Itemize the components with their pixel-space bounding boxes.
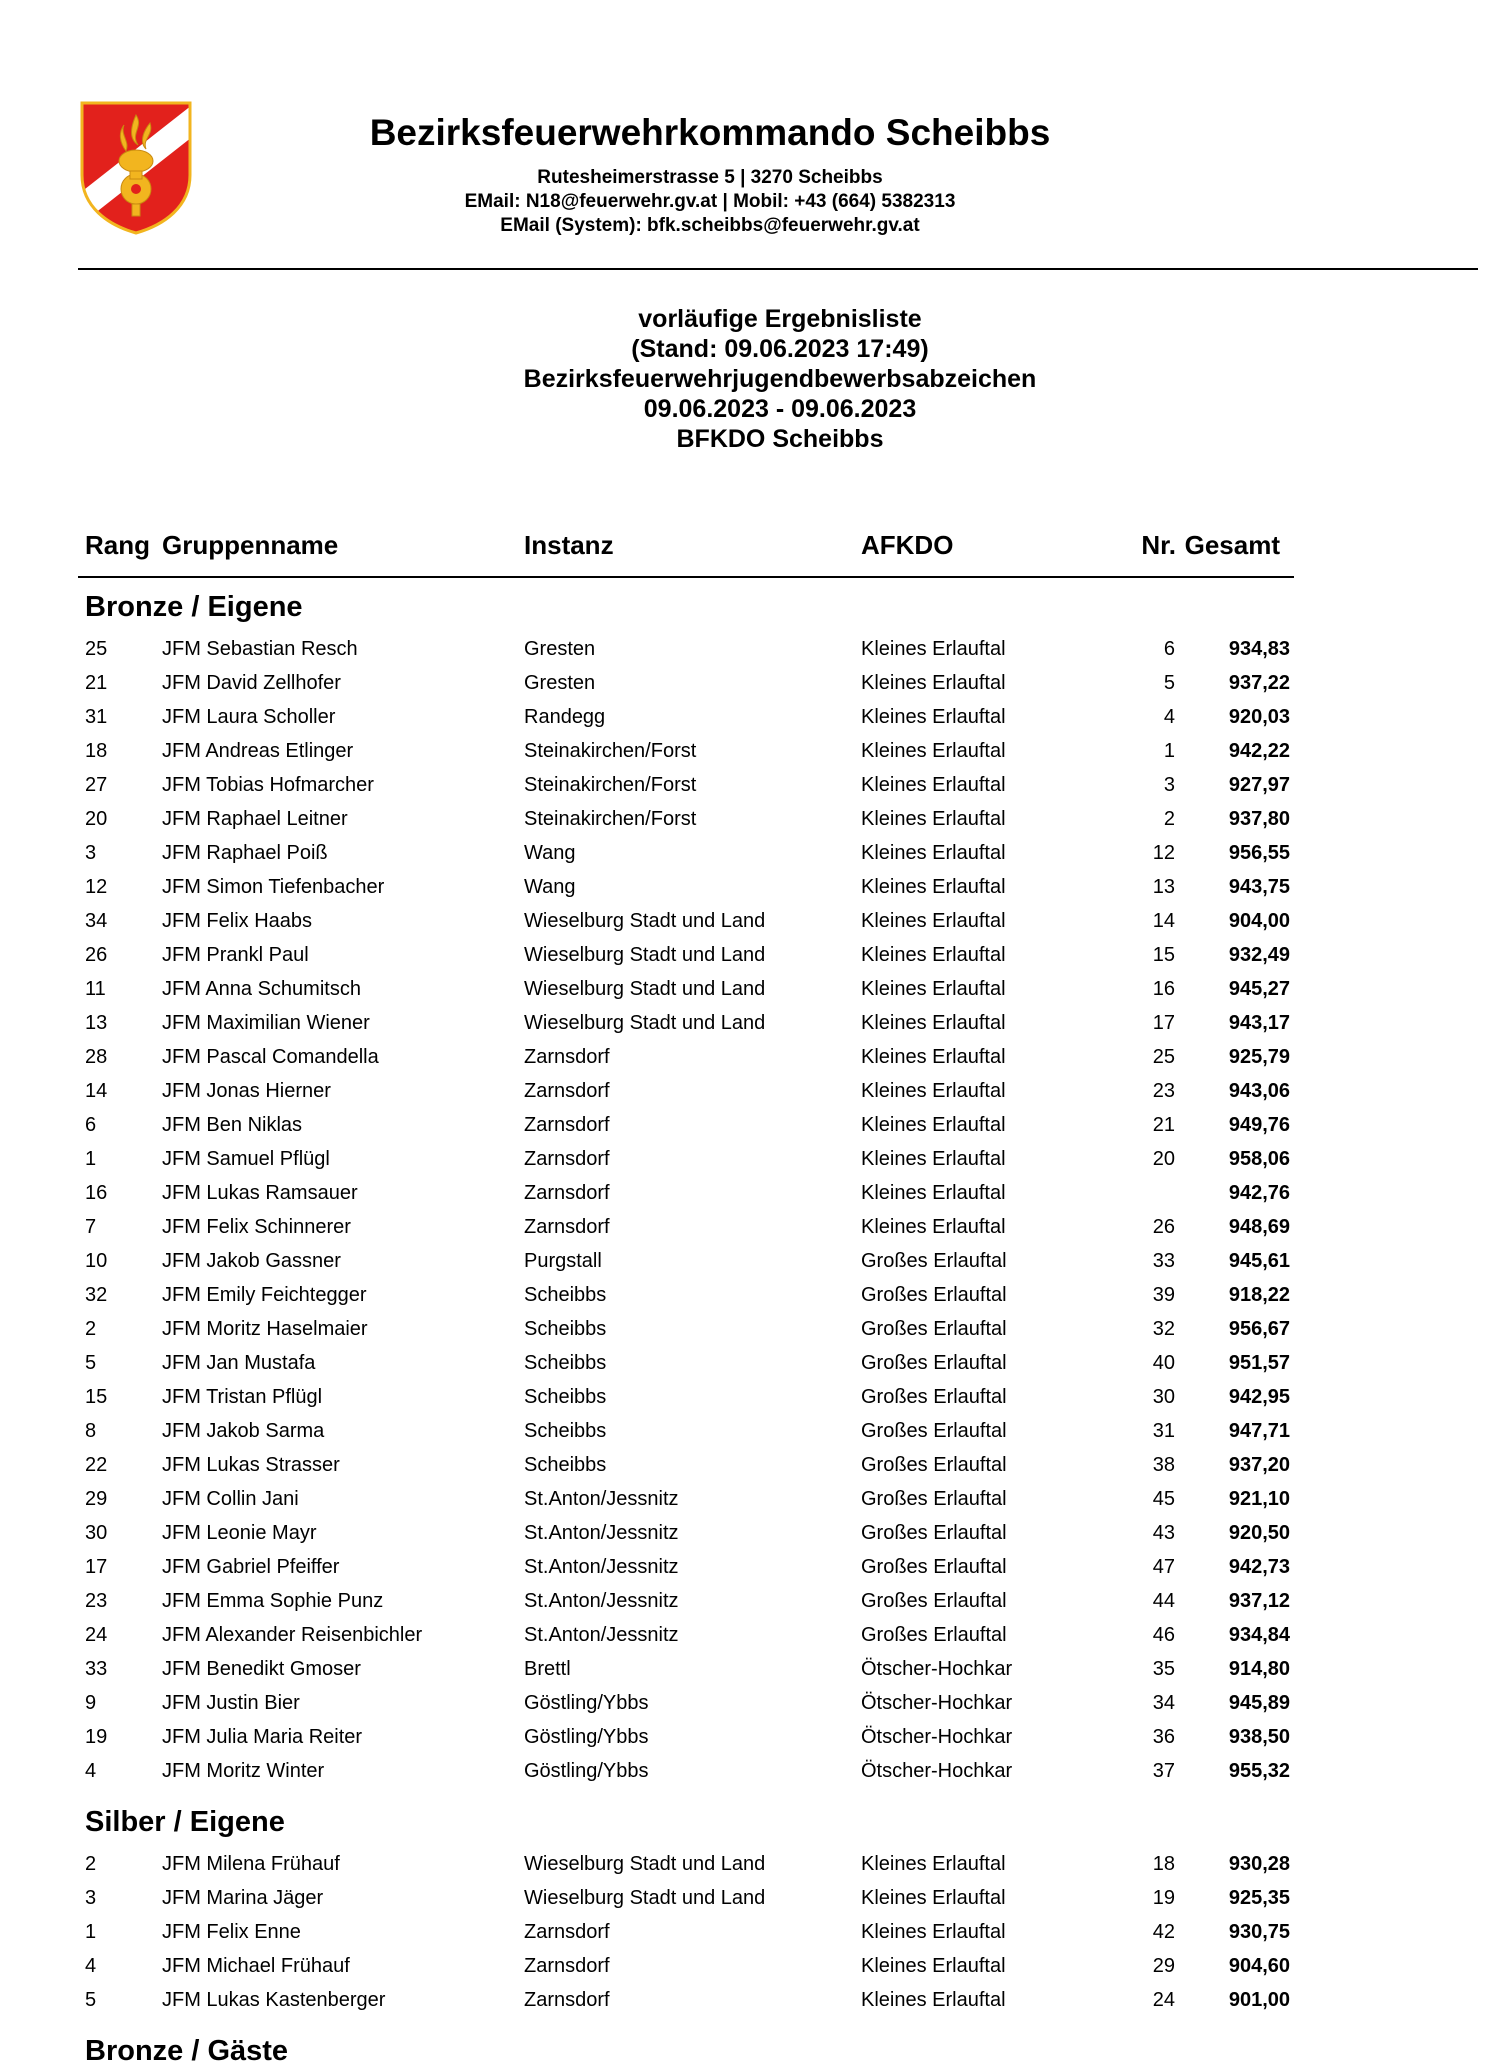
cell-gesamt: 914,80: [1228, 1658, 1290, 1680]
cell-instanz: St.Anton/Jessnitz: [524, 1624, 679, 1646]
cell-rang: 22: [85, 1454, 108, 1476]
cell-gesamt: 942,76: [1228, 1182, 1290, 1204]
cell-rang: 19: [85, 1726, 108, 1748]
cell-rang: 29: [85, 1488, 108, 1510]
cell-rang: 1: [85, 1921, 97, 1943]
cell-rang: 21: [85, 672, 108, 694]
cell-gruppenname: JFM Felix Schinnerer: [162, 1216, 351, 1238]
competition-name: Bezirksfeuerwehrjugendbewerbsabzeichen: [523, 365, 1037, 393]
cell-afkdo: Kleines Erlauftal: [861, 1182, 1006, 1204]
cell-rang: 2: [85, 1853, 97, 1875]
cell-rang: 4: [85, 1760, 97, 1782]
cell-nr: 15: [1152, 944, 1175, 966]
cell-rang: 20: [85, 808, 108, 830]
cell-gesamt: 918,22: [1228, 1284, 1290, 1306]
cell-gruppenname: JFM Andreas Etlinger: [162, 740, 354, 762]
cell-nr: 36: [1152, 1726, 1175, 1748]
cell-gesamt: 945,61: [1228, 1250, 1290, 1272]
cell-instanz: Steinakirchen/Forst: [524, 808, 697, 830]
cell-gruppenname: JFM Laura Scholler: [162, 706, 336, 728]
cell-afkdo: Ötscher-Hochkar: [861, 1658, 1013, 1680]
table-row: [0, 1522, 1498, 1556]
cell-gruppenname: JFM Collin Jani: [162, 1488, 299, 1510]
cell-afkdo: Kleines Erlauftal: [861, 1887, 1006, 1909]
cell-gesamt: 925,35: [1228, 1887, 1290, 1909]
cell-instanz: St.Anton/Jessnitz: [524, 1556, 679, 1578]
cell-nr: 18: [1152, 1853, 1175, 1875]
table-row: [0, 1250, 1498, 1284]
table-row: [0, 808, 1498, 842]
cell-rang: 9: [85, 1692, 97, 1714]
cell-nr: 4: [1163, 706, 1175, 728]
cell-gruppenname: JFM Jonas Hierner: [162, 1080, 331, 1102]
cell-gruppenname: JFM Prankl Paul: [162, 944, 309, 966]
column-header-nr: Nr.: [1141, 530, 1176, 560]
table-row: [0, 1488, 1498, 1522]
table-row: [0, 1046, 1498, 1080]
column-header-instanz: Instanz: [524, 530, 614, 560]
table-row: [0, 978, 1498, 1012]
cell-gruppenname: JFM Justin Bier: [162, 1692, 300, 1714]
cell-rang: 10: [85, 1250, 108, 1272]
cell-instanz: Brettl: [524, 1658, 571, 1680]
cell-gruppenname: JFM Milena Frühauf: [162, 1853, 340, 1875]
cell-gruppenname: JFM Moritz Winter: [162, 1760, 325, 1782]
contact-info: EMail: N18@feuerwehr.gv.at | Mobil: +43 (664) 5382313: [464, 191, 956, 212]
cell-nr: 23: [1152, 1080, 1175, 1102]
cell-nr: 13: [1152, 876, 1175, 898]
cell-nr: 2: [1163, 808, 1175, 830]
cell-gruppenname: JFM Ben Niklas: [162, 1114, 303, 1136]
address: Rutesheimerstrasse 5 | 3270 Scheibbs: [537, 167, 883, 188]
cell-rang: 16: [85, 1182, 108, 1204]
cell-afkdo: Kleines Erlauftal: [861, 910, 1006, 932]
cell-rang: 14: [85, 1080, 108, 1102]
cell-afkdo: Kleines Erlauftal: [861, 1114, 1006, 1136]
table-row: [0, 1955, 1498, 1989]
cell-instanz: Steinakirchen/Forst: [524, 740, 697, 762]
column-header-afkdo: AFKDO: [861, 530, 954, 560]
cell-nr: 20: [1152, 1148, 1175, 1170]
table-row: [0, 944, 1498, 978]
cell-instanz: Zarnsdorf: [524, 1216, 610, 1238]
cell-rang: 1: [85, 1148, 97, 1170]
cell-instanz: St.Anton/Jessnitz: [524, 1522, 679, 1544]
cell-afkdo: Großes Erlauftal: [861, 1556, 1007, 1578]
cell-nr: 31: [1152, 1420, 1175, 1442]
cell-nr: 3: [1163, 774, 1175, 796]
contact-block: [310, 166, 1110, 238]
table-row: [0, 672, 1498, 706]
cell-afkdo: Kleines Erlauftal: [861, 978, 1006, 1000]
table-row: [0, 774, 1498, 808]
cell-gruppenname: JFM David Zellhofer: [162, 672, 341, 694]
cell-gesamt: 925,79: [1228, 1046, 1290, 1068]
cell-afkdo: Ötscher-Hochkar: [861, 1692, 1013, 1714]
cell-nr: 37: [1152, 1760, 1175, 1782]
table-row: [0, 1921, 1498, 1955]
table-row: [0, 638, 1498, 672]
cell-gesamt: 901,00: [1228, 1989, 1290, 2011]
cell-rang: 5: [85, 1352, 97, 1374]
cell-nr: 43: [1152, 1522, 1175, 1544]
cell-nr: 29: [1152, 1955, 1175, 1977]
cell-nr: 46: [1152, 1624, 1175, 1646]
cell-gesamt: 955,32: [1228, 1760, 1290, 1782]
cell-gesamt: 947,71: [1228, 1420, 1290, 1442]
cell-nr: 24: [1152, 1989, 1175, 2011]
cell-nr: 47: [1152, 1556, 1175, 1578]
cell-instanz: St.Anton/Jessnitz: [524, 1488, 679, 1510]
column-header-gesamt: Gesamt: [1184, 530, 1280, 560]
cell-afkdo: Kleines Erlauftal: [861, 1853, 1006, 1875]
system-email: EMail (System): bfk.scheibbs@feuerwehr.gv.at: [500, 215, 920, 236]
organization-name: Bezirksfeuerwehrkommando Scheibbs: [369, 112, 1051, 153]
cell-afkdo: Großes Erlauftal: [861, 1522, 1007, 1544]
cell-gruppenname: JFM Felix Haabs: [162, 910, 313, 932]
cell-instanz: Wieselburg Stadt und Land: [524, 1012, 766, 1034]
cell-gesamt: 920,50: [1228, 1522, 1290, 1544]
cell-instanz: Scheibbs: [524, 1352, 607, 1374]
cell-afkdo: Ötscher-Hochkar: [861, 1760, 1013, 1782]
cell-instanz: Scheibbs: [524, 1454, 607, 1476]
cell-afkdo: Großes Erlauftal: [861, 1454, 1007, 1476]
cell-gruppenname: JFM Gabriel Pfeiffer: [162, 1556, 340, 1578]
cell-gesamt: 943,17: [1228, 1012, 1290, 1034]
cell-afkdo: Kleines Erlauftal: [861, 842, 1006, 864]
cell-gruppenname: JFM Jan Mustafa: [162, 1352, 316, 1374]
cell-instanz: Gresten: [524, 638, 596, 660]
table-row: [0, 1352, 1498, 1386]
cell-afkdo: Großes Erlauftal: [861, 1624, 1007, 1646]
table-row: [0, 1148, 1498, 1182]
cell-nr: 35: [1152, 1658, 1175, 1680]
report-timestamp: (Stand: 09.06.2023 17:49): [631, 335, 929, 363]
cell-instanz: Purgstall: [524, 1250, 602, 1272]
cell-gesamt: 956,67: [1228, 1318, 1290, 1340]
cell-rang: 18: [85, 740, 108, 762]
cell-rang: 6: [85, 1114, 97, 1136]
cell-instanz: Göstling/Ybbs: [524, 1760, 649, 1782]
cell-rang: 30: [85, 1522, 108, 1544]
cell-instanz: Wieselburg Stadt und Land: [524, 910, 766, 932]
cell-gruppenname: JFM Maximilian Wiener: [162, 1012, 370, 1034]
cell-gesamt: 937,20: [1228, 1454, 1290, 1476]
cell-instanz: Zarnsdorf: [524, 1955, 610, 1977]
cell-nr: 5: [1163, 672, 1175, 694]
cell-gruppenname: JFM Moritz Haselmaier: [162, 1318, 368, 1340]
table-row: [0, 1760, 1498, 1794]
cell-rang: 28: [85, 1046, 108, 1068]
cell-afkdo: Kleines Erlauftal: [861, 1046, 1006, 1068]
table-row: [0, 1556, 1498, 1590]
cell-rang: 23: [85, 1590, 108, 1612]
cell-instanz: Zarnsdorf: [524, 1148, 610, 1170]
cell-gruppenname: JFM Raphael Poiß: [162, 842, 328, 864]
cell-rang: 11: [85, 978, 106, 1000]
cell-instanz: Wieselburg Stadt und Land: [524, 1887, 766, 1909]
cell-rang: 17: [85, 1556, 108, 1578]
cell-gruppenname: JFM Felix Enne: [162, 1921, 301, 1943]
cell-rang: 7: [85, 1216, 97, 1238]
cell-nr: 19: [1152, 1887, 1175, 1909]
cell-gruppenname: JFM Emma Sophie Punz: [162, 1590, 384, 1612]
cell-gruppenname: JFM Benedikt Gmoser: [162, 1658, 361, 1680]
cell-instanz: Wieselburg Stadt und Land: [524, 978, 766, 1000]
cell-afkdo: Kleines Erlauftal: [861, 672, 1006, 694]
cell-afkdo: Kleines Erlauftal: [861, 1080, 1006, 1102]
cell-afkdo: Kleines Erlauftal: [861, 808, 1006, 830]
cell-afkdo: Großes Erlauftal: [861, 1284, 1007, 1306]
table-row: [0, 1726, 1498, 1760]
cell-afkdo: Großes Erlauftal: [861, 1420, 1007, 1442]
cell-afkdo: Kleines Erlauftal: [861, 1148, 1006, 1170]
cell-afkdo: Kleines Erlauftal: [861, 1955, 1006, 1977]
cell-gruppenname: JFM Leonie Mayr: [162, 1522, 317, 1544]
cell-gesamt: 938,50: [1228, 1726, 1290, 1748]
cell-instanz: Göstling/Ybbs: [524, 1726, 649, 1748]
cell-instanz: Zarnsdorf: [524, 1046, 610, 1068]
cell-instanz: Steinakirchen/Forst: [524, 774, 697, 796]
cell-gruppenname: JFM Jakob Gassner: [162, 1250, 341, 1272]
cell-rang: 27: [85, 774, 108, 796]
cell-nr: 16: [1152, 978, 1175, 1000]
table-row: [0, 1182, 1498, 1216]
cell-gesamt: 904,60: [1228, 1955, 1290, 1977]
cell-gruppenname: JFM Michael Frühauf: [162, 1955, 350, 1977]
table-row: [0, 1386, 1498, 1420]
cell-gesamt: 942,22: [1228, 740, 1290, 762]
cell-rang: 12: [85, 876, 108, 898]
table-row: [0, 1590, 1498, 1624]
cell-afkdo: Kleines Erlauftal: [861, 1989, 1006, 2011]
cell-afkdo: Kleines Erlauftal: [861, 1012, 1006, 1034]
cell-gesamt: 945,89: [1228, 1692, 1290, 1714]
cell-nr: 33: [1152, 1250, 1175, 1272]
fire-brigade-logo-icon: [80, 101, 192, 235]
cell-gesamt: 934,83: [1228, 638, 1290, 660]
cell-rang: 4: [85, 1955, 97, 1977]
cell-afkdo: Kleines Erlauftal: [861, 1921, 1006, 1943]
table-row: [0, 1216, 1498, 1250]
cell-gesamt: 949,76: [1228, 1114, 1290, 1136]
table-row: [0, 1454, 1498, 1488]
cell-nr: 1: [1163, 740, 1175, 762]
cell-instanz: Zarnsdorf: [524, 1080, 610, 1102]
section-title: Bronze / Eigene: [85, 591, 303, 623]
table-row: [0, 1318, 1498, 1352]
cell-nr: 32: [1152, 1318, 1175, 1340]
table-row: [0, 842, 1498, 876]
cell-instanz: Scheibbs: [524, 1284, 607, 1306]
cell-gruppenname: JFM Lukas Ramsauer: [162, 1182, 358, 1204]
cell-afkdo: Kleines Erlauftal: [861, 1216, 1006, 1238]
cell-rang: 3: [85, 842, 97, 864]
cell-rang: 32: [85, 1284, 108, 1306]
cell-nr: 44: [1152, 1590, 1175, 1612]
cell-nr: 12: [1152, 842, 1175, 864]
table-row: [0, 1658, 1498, 1692]
cell-gesamt: 951,57: [1228, 1352, 1290, 1374]
cell-gesamt: 937,22: [1228, 672, 1290, 694]
cell-afkdo: Kleines Erlauftal: [861, 740, 1006, 762]
cell-instanz: Gresten: [524, 672, 596, 694]
cell-rang: 34: [85, 910, 108, 932]
cell-rang: 13: [85, 1012, 108, 1034]
cell-instanz: Zarnsdorf: [524, 1989, 610, 2011]
cell-afkdo: Kleines Erlauftal: [861, 944, 1006, 966]
table-row: [0, 1692, 1498, 1726]
cell-gruppenname: JFM Marina Jäger: [162, 1887, 324, 1909]
cell-gruppenname: JFM Alexander Reisenbichler: [162, 1624, 423, 1646]
competition-dates: 09.06.2023 - 09.06.2023: [643, 395, 917, 423]
cell-nr: 14: [1152, 910, 1175, 932]
cell-instanz: Zarnsdorf: [524, 1921, 610, 1943]
table-row: [0, 706, 1498, 740]
cell-instanz: Wieselburg Stadt und Land: [524, 1853, 766, 1875]
cell-afkdo: Kleines Erlauftal: [861, 774, 1006, 796]
cell-gesamt: 948,69: [1228, 1216, 1290, 1238]
cell-gruppenname: JFM Raphael Leitner: [162, 808, 348, 830]
cell-nr: 6: [1163, 638, 1175, 660]
cell-nr: 38: [1152, 1454, 1175, 1476]
report-heading: [380, 304, 1180, 454]
header-divider: [78, 268, 1478, 270]
table-row: [0, 1853, 1498, 1887]
cell-rang: 26: [85, 944, 108, 966]
cell-nr: 39: [1152, 1284, 1175, 1306]
cell-instanz: Zarnsdorf: [524, 1182, 610, 1204]
cell-gesamt: 937,12: [1228, 1590, 1290, 1612]
cell-gesamt: 927,97: [1228, 774, 1290, 796]
cell-nr: 21: [1152, 1114, 1175, 1136]
cell-gesamt: 930,75: [1228, 1921, 1290, 1943]
cell-gesamt: 942,95: [1228, 1386, 1290, 1408]
cell-gruppenname: JFM Julia Maria Reiter: [162, 1726, 363, 1748]
table-row: [0, 1989, 1498, 2023]
table-row: [0, 1887, 1498, 1921]
cell-gruppenname: JFM Lukas Kastenberger: [162, 1989, 386, 2011]
cell-nr: 17: [1152, 1012, 1175, 1034]
table-row: [0, 1012, 1498, 1046]
cell-gesamt: 945,27: [1228, 978, 1290, 1000]
cell-gesamt: 958,06: [1228, 1148, 1290, 1170]
cell-afkdo: Großes Erlauftal: [861, 1250, 1007, 1272]
cell-gesamt: 904,00: [1228, 910, 1290, 932]
cell-rang: 31: [85, 706, 108, 728]
cell-gesamt: 942,73: [1228, 1556, 1290, 1578]
cell-rang: 3: [85, 1887, 97, 1909]
cell-gesamt: 932,49: [1228, 944, 1290, 966]
cell-nr: 30: [1152, 1386, 1175, 1408]
cell-nr: 25: [1152, 1046, 1175, 1068]
cell-afkdo: Großes Erlauftal: [861, 1386, 1007, 1408]
cell-gruppenname: JFM Jakob Sarma: [162, 1420, 325, 1442]
table-row: [0, 740, 1498, 774]
cell-rang: 2: [85, 1318, 97, 1340]
cell-gruppenname: JFM Samuel Pflügl: [162, 1148, 330, 1170]
table-row: [0, 1420, 1498, 1454]
cell-instanz: St.Anton/Jessnitz: [524, 1590, 679, 1612]
cell-rang: 5: [85, 1989, 97, 2011]
section-title: Bronze / Gäste: [85, 2035, 289, 2067]
table-row: [0, 876, 1498, 910]
table-row: [0, 1624, 1498, 1658]
cell-nr: 42: [1152, 1921, 1175, 1943]
cell-gesamt: 921,10: [1228, 1488, 1290, 1510]
cell-afkdo: Kleines Erlauftal: [861, 706, 1006, 728]
cell-gruppenname: JFM Emily Feichtegger: [162, 1284, 367, 1306]
cell-rang: 33: [85, 1658, 108, 1680]
cell-gesamt: 937,80: [1228, 808, 1290, 830]
cell-instanz: Scheibbs: [524, 1386, 607, 1408]
report-type: vorläufige Ergebnisliste: [638, 305, 922, 333]
cell-gruppenname: JFM Lukas Strasser: [162, 1454, 340, 1476]
cell-rang: 24: [85, 1624, 108, 1646]
cell-instanz: Wieselburg Stadt und Land: [524, 944, 766, 966]
cell-gesamt: 934,84: [1228, 1624, 1290, 1646]
cell-afkdo: Großes Erlauftal: [861, 1352, 1007, 1374]
cell-gesamt: 956,55: [1228, 842, 1290, 864]
column-header-rang: Rang: [85, 530, 150, 560]
table-row: [0, 910, 1498, 944]
table-row: [0, 1284, 1498, 1318]
cell-gesamt: 930,28: [1228, 1853, 1290, 1875]
cell-instanz: Zarnsdorf: [524, 1114, 610, 1136]
cell-afkdo: Kleines Erlauftal: [861, 876, 1006, 898]
competition-organizer: BFKDO Scheibbs: [676, 425, 884, 453]
cell-rang: 15: [85, 1386, 108, 1408]
cell-afkdo: Großes Erlauftal: [861, 1488, 1007, 1510]
cell-afkdo: Großes Erlauftal: [861, 1590, 1007, 1612]
cell-gruppenname: JFM Sebastian Resch: [162, 638, 358, 660]
cell-gruppenname: JFM Simon Tiefenbacher: [162, 876, 385, 898]
cell-instanz: Scheibbs: [524, 1318, 607, 1340]
cell-gruppenname: JFM Anna Schumitsch: [162, 978, 361, 1000]
cell-rang: 8: [85, 1420, 97, 1442]
cell-instanz: Göstling/Ybbs: [524, 1692, 649, 1714]
cell-instanz: Wang: [524, 842, 576, 864]
cell-nr: 45: [1152, 1488, 1175, 1510]
cell-gesamt: 943,75: [1228, 876, 1290, 898]
cell-instanz: Randegg: [524, 706, 606, 728]
cell-gruppenname: JFM Tristan Pflügl: [162, 1386, 323, 1408]
cell-instanz: Wang: [524, 876, 576, 898]
cell-instanz: Scheibbs: [524, 1420, 607, 1442]
table-row: [0, 1080, 1498, 1114]
cell-gesamt: 943,06: [1228, 1080, 1290, 1102]
cell-gesamt: 920,03: [1228, 706, 1290, 728]
cell-afkdo: Großes Erlauftal: [861, 1318, 1007, 1340]
column-header-divider: [78, 576, 1294, 578]
cell-nr: 26: [1152, 1216, 1175, 1238]
cell-rang: 25: [85, 638, 108, 660]
cell-gruppenname: JFM Tobias Hofmarcher: [162, 774, 374, 796]
table-row: [0, 1114, 1498, 1148]
cell-afkdo: Kleines Erlauftal: [861, 638, 1006, 660]
cell-afkdo: Ötscher-Hochkar: [861, 1726, 1013, 1748]
cell-nr: 34: [1152, 1692, 1175, 1714]
cell-nr: 40: [1152, 1352, 1175, 1374]
column-header-gruppenname: Gruppenname: [162, 530, 339, 560]
cell-gruppenname: JFM Pascal Comandella: [162, 1046, 379, 1068]
section-title: Silber / Eigene: [85, 1806, 285, 1838]
